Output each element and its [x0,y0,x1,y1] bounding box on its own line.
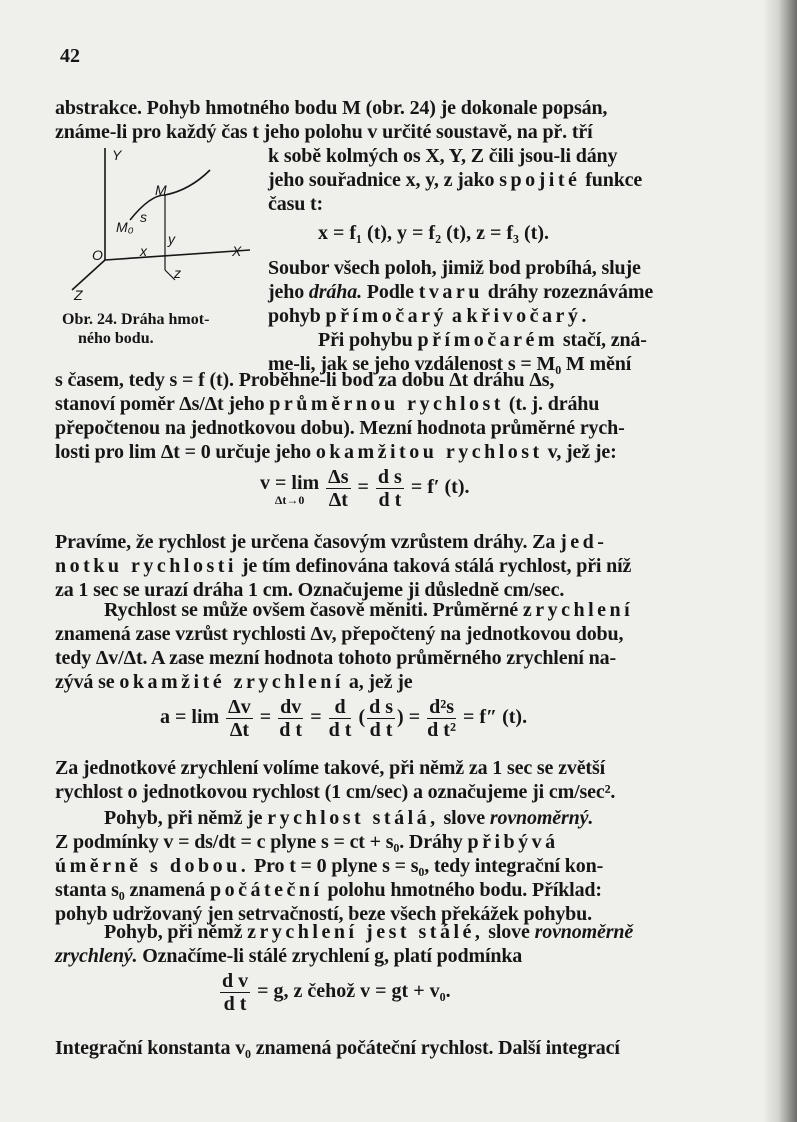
text-line: s časem, tedy s = f (t). Proběhne-li bod za dobu Δt dráhu Δs, [55,369,555,391]
text-line: Při pohybu přímočarém stačí, zná- [318,329,647,351]
text-line: Pravíme, že rychlost je určena časovým vzrůstem dráhy. Za jed- [55,531,608,553]
text-line: Za jednotkové zrychlení volíme takové, při němž za 1 sec se zvětší [55,757,605,779]
figure-label-z-axis: Z [74,287,83,303]
text-line: času t: [268,193,324,215]
text-line: rychlost o jednotkovou rychlost (1 cm/sec) a označujeme ji cm/sec². [55,781,616,803]
figure-label-origin: O [92,247,103,263]
text-line: Z podmínky v = ds/dt = c plyne s = ct + s₀. Dráhy přibývá [55,831,559,853]
equation-uniform-acceleration: $\frac{\text{d v}}{\text{d t}}$ = g, z čehož v = gt + v₀. [222,970,451,1015]
figure-label-y-axis: Y [112,147,122,163]
text-line: Pohyb, při němž je rychlost stálá, slove rovnoměrný. [104,807,594,829]
figure-label-m: M [155,182,167,198]
figure-caption-cont: ného bodu. [78,330,154,347]
text-line: me-li, jak se jeho vzdálenost s = M₀ M mění [268,353,632,375]
text-line: Pohyb, při němž zrychlení jest stálé, slove rovnoměrně [104,921,634,943]
figure-label-py: y [168,231,175,247]
text-line: znamená zase vzrůst rychlosti Δv, přepočtený na jednotkovou dobu, [55,623,624,645]
figure-label-x-axis: X [232,243,242,259]
text-line: známe-li pro každý čas t jeho polohu v určité soustavě, na př. tří [55,121,593,143]
text-line: jeho souřadnice x, y, z jako spojité funkce [268,169,643,191]
text-line: notku rychlosti je tím definována taková stálá rychlost, při níž [55,555,632,577]
figure-label-s: s [140,209,147,225]
text-line: úměrně s dobou. Pro t = 0 plyne s = s₀, tedy integrační kon- [55,855,604,877]
text-line: stanta s₀ znamená počáteční polohu hmotného bodu. Příklad: [55,879,602,901]
equation-acceleration: a = lim $\frac{\Delta v}{\Delta t}$ = $\frac{dv}{\text{d t}}$ = $\frac{d}{\text{d t}}$ ( $\frac{\text{d s}}{\text{d t}}$ ) = $\frac{\text{d²s}}{\text{d t²}}$ = f″ (t). [160,696,528,741]
equation-coordinates: x = f₁ (t), y = f₂ (t), z = f₃ (t). [318,222,549,244]
text-line: k sobě kolmých os X, Y, Z čili jsou-li dány [268,145,618,167]
text-line: abstrakce. Pohyb hmotného bodu M (obr. 24) je dokonale popsán, [55,97,608,119]
text-line: tedy Δv/Δt. A zase mezní hodnota tohoto průměrného zrychlení na- [55,647,617,669]
text-line: zrychlený. Označíme-li stálé zrychlení g, platí podmínka [55,945,523,967]
text-line: Integrační konstanta v₀ znamená počáteční rychlost. Další integrací [55,1037,620,1059]
page-number: 42 [60,45,80,67]
text-line: přepočtenou na jednotkovou dobu). Mezní hodnota průměrné rych- [55,417,625,439]
trajectory-figure [60,140,260,310]
text-line: Rychlost se může ovšem časově měniti. Průměrné zrychlení [104,599,634,621]
text-line: stanoví poměr Δs/Δt jeho průměrnou rychlost (t. j. dráhu [55,393,600,415]
page-edge-shadow [763,0,797,1122]
text-line: zývá se okamžité zrychlení a, jež je [55,671,413,693]
text-line: pohyb přímočarý a křivočarý. [268,305,590,327]
text-line: za 1 sec se urazí dráha 1 cm. Označujeme ji důsledně cm/sec. [55,579,565,601]
figure-label-pz: z [174,265,181,281]
text-line: losti pro lim Δt = 0 určuje jeho okamžitou rychlost v, jež je: [55,441,617,463]
figure-caption: Obr. 24. Dráha hmot- [62,311,210,328]
equation-velocity: v = lim Δt→0 $\frac{\Delta s}{\Delta t}$ = $\frac{\text{d s}}{\text{d t}}$ = f′ (t). [260,466,470,511]
text-line: jeho dráha. Podle tvaru dráhy rozeznáváme [268,281,654,303]
text-line: Soubor všech poloh, jimiž bod probíhá, sluje [268,257,641,279]
figure-label-px: x [140,243,147,259]
figure-label-m0: M₀ [116,219,134,235]
text-line: pohyb udržovaný jen setrvačností, beze všech překážek pohybu. [55,903,592,925]
